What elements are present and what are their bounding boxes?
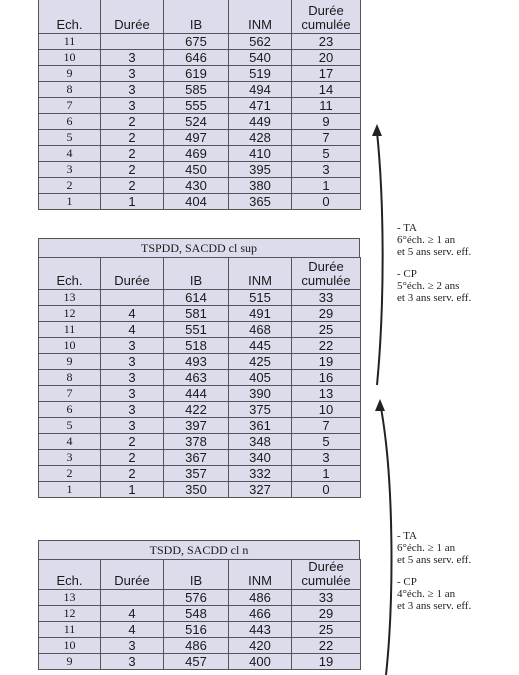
cell-duree-cumulee: 22 — [292, 338, 361, 354]
cell-inm: 425 — [229, 354, 292, 370]
cell-inm: 468 — [229, 322, 292, 338]
cell-duree-cumulee: 13 — [292, 386, 361, 402]
cell-ech: 9 — [39, 354, 101, 370]
cell-duree-cumulee: 5 — [292, 146, 361, 162]
col-header-ech: Ech. — [39, 258, 101, 290]
cell-duree: 3 — [101, 370, 164, 386]
cell-inm: 486 — [229, 590, 292, 606]
col-header-duree-cumulee: Durée cumulée — [292, 560, 361, 590]
cell-ech: 11 — [39, 322, 101, 338]
cell-inm: 348 — [229, 434, 292, 450]
upper-arrow-line — [377, 132, 383, 385]
cell-inm: 562 — [229, 34, 292, 50]
col-header-ech: Ech. — [39, 560, 101, 590]
cell-ech: 10 — [39, 338, 101, 354]
cell-duree: 3 — [101, 66, 164, 82]
cell-duree: 2 — [101, 130, 164, 146]
cell-ib: 404 — [164, 194, 229, 210]
cell-inm: 365 — [229, 194, 292, 210]
cell-duree: 2 — [101, 114, 164, 130]
cell-ech: 3 — [39, 162, 101, 178]
cell-inm: 449 — [229, 114, 292, 130]
promotion-conditions-upper — [397, 222, 471, 304]
note-ta-line2: et 5 ans serv. eff. — [397, 554, 472, 566]
cell-duree: 2 — [101, 162, 164, 178]
cell-ech: 4 — [39, 434, 101, 450]
cell-ib: 614 — [164, 290, 229, 306]
cell-ib: 524 — [164, 114, 229, 130]
cell-duree-cumulee: 23 — [292, 34, 361, 50]
cell-ib: 646 — [164, 50, 229, 66]
cell-inm: 471 — [229, 98, 292, 114]
col-header-ib: IB — [164, 0, 229, 34]
cell-ech: 12 — [39, 306, 101, 322]
cell-ech: 7 — [39, 386, 101, 402]
note-cp-line2: et 3 ans serv. eff. — [397, 292, 472, 304]
note-cp-label: - CP — [397, 268, 417, 280]
cell-duree: 1 — [101, 194, 164, 210]
cell-inm: 494 — [229, 82, 292, 98]
cell-ech: 9 — [39, 654, 101, 670]
cell-duree-cumulee: 0 — [292, 194, 361, 210]
cell-duree: 2 — [101, 434, 164, 450]
cell-ib: 378 — [164, 434, 229, 450]
cell-ib: 430 — [164, 178, 229, 194]
cell-ech: 2 — [39, 466, 101, 482]
cell-ib: 493 — [164, 354, 229, 370]
cell-duree: 2 — [101, 450, 164, 466]
cell-inm: 466 — [229, 606, 292, 622]
note-ta-label: - TA — [397, 530, 417, 542]
cell-duree: 3 — [101, 638, 164, 654]
cell-duree: 3 — [101, 50, 164, 66]
cell-ib: 516 — [164, 622, 229, 638]
cell-ech: 8 — [39, 370, 101, 386]
cell-duree: 3 — [101, 654, 164, 670]
cell-ib: 576 — [164, 590, 229, 606]
cell-inm: 332 — [229, 466, 292, 482]
cell-duree-cumulee: 33 — [292, 590, 361, 606]
cell-duree: 1 — [101, 482, 164, 498]
upper-arrow-head — [372, 124, 382, 136]
cell-inm: 400 — [229, 654, 292, 670]
cell-duree: 4 — [101, 622, 164, 638]
cell-inm: 445 — [229, 338, 292, 354]
cell-duree-cumulee: 10 — [292, 402, 361, 418]
cell-duree-cumulee: 19 — [292, 354, 361, 370]
cell-duree-cumulee: 9 — [292, 114, 361, 130]
cell-inm: 420 — [229, 638, 292, 654]
cell-duree-cumulee: 20 — [292, 50, 361, 66]
cell-duree: 3 — [101, 402, 164, 418]
cell-ech: 10 — [39, 638, 101, 654]
cell-duree: 3 — [101, 82, 164, 98]
cell-duree-cumulee: 16 — [292, 370, 361, 386]
cell-inm: 380 — [229, 178, 292, 194]
cell-duree-cumulee: 1 — [292, 178, 361, 194]
cell-duree: 3 — [101, 418, 164, 434]
note-ta-line1: 6°éch. ≥ 1 an — [397, 234, 456, 246]
cell-inm: 519 — [229, 66, 292, 82]
cell-ib: 581 — [164, 306, 229, 322]
cell-ib: 585 — [164, 82, 229, 98]
col-header-ib: IB — [164, 560, 229, 590]
cell-ib: 450 — [164, 162, 229, 178]
cell-ib: 397 — [164, 418, 229, 434]
cell-ib: 518 — [164, 338, 229, 354]
cell-duree-cumulee: 3 — [292, 162, 361, 178]
cell-ech: 8 — [39, 82, 101, 98]
cell-duree-cumulee: 25 — [292, 322, 361, 338]
lower-arrow-head — [375, 399, 385, 411]
table-title: TSPDD, SACDD cl sup — [38, 238, 360, 257]
cell-duree: 3 — [101, 98, 164, 114]
cell-inm: 375 — [229, 402, 292, 418]
cell-inm: 491 — [229, 306, 292, 322]
cell-ech: 1 — [39, 194, 101, 210]
cell-ib: 619 — [164, 66, 229, 82]
cell-inm: 405 — [229, 370, 292, 386]
col-header-duree: Durée — [101, 0, 164, 34]
cell-duree-cumulee: 29 — [292, 606, 361, 622]
table-title: TSDD, SACDD cl n — [38, 540, 360, 559]
cell-inm: 410 — [229, 146, 292, 162]
cell-duree-cumulee: 22 — [292, 638, 361, 654]
cell-ib: 675 — [164, 34, 229, 50]
cell-duree-cumulee: 19 — [292, 654, 361, 670]
cell-duree-cumulee: 1 — [292, 466, 361, 482]
cell-ech: 3 — [39, 450, 101, 466]
cell-ib: 551 — [164, 322, 229, 338]
col-header-duree-cumulee: Durée cumulée — [292, 258, 361, 290]
note-ta-label: - TA — [397, 222, 417, 234]
cell-ech: 5 — [39, 130, 101, 146]
cell-ib: 444 — [164, 386, 229, 402]
cell-ib: 357 — [164, 466, 229, 482]
cell-ech: 13 — [39, 590, 101, 606]
cell-ib: 555 — [164, 98, 229, 114]
cell-ech: 7 — [39, 98, 101, 114]
cell-duree: 2 — [101, 178, 164, 194]
cell-ech: 5 — [39, 418, 101, 434]
cell-duree-cumulee: 11 — [292, 98, 361, 114]
cell-ech: 2 — [39, 178, 101, 194]
cell-ib: 497 — [164, 130, 229, 146]
cell-duree: 4 — [101, 606, 164, 622]
cell-inm: 395 — [229, 162, 292, 178]
cell-duree-cumulee: 29 — [292, 306, 361, 322]
cell-inm: 515 — [229, 290, 292, 306]
note-ta-line1: 6°éch. ≥ 1 an — [397, 542, 456, 554]
cell-ech: 11 — [39, 34, 101, 50]
cell-ib: 548 — [164, 606, 229, 622]
cell-ib: 422 — [164, 402, 229, 418]
col-header-duree: Durée — [101, 258, 164, 290]
cell-duree: 3 — [101, 338, 164, 354]
cell-duree: 2 — [101, 466, 164, 482]
col-header-inm: INM — [229, 560, 292, 590]
col-header-ib: IB — [164, 258, 229, 290]
cell-inm: 361 — [229, 418, 292, 434]
cell-ech: 6 — [39, 114, 101, 130]
cell-duree-cumulee: 25 — [292, 622, 361, 638]
cell-inm: 327 — [229, 482, 292, 498]
cell-duree: 4 — [101, 322, 164, 338]
col-header-inm: INM — [229, 258, 292, 290]
cell-duree: 3 — [101, 354, 164, 370]
cell-ech: 4 — [39, 146, 101, 162]
cell-ech: 9 — [39, 66, 101, 82]
note-cp-line1: 4°éch. ≥ 1 an — [397, 588, 456, 600]
note-cp-line2: et 3 ans serv. eff. — [397, 600, 472, 612]
cell-ech: 6 — [39, 402, 101, 418]
cell-inm: 443 — [229, 622, 292, 638]
cell-ib: 367 — [164, 450, 229, 466]
cell-duree-cumulee: 17 — [292, 66, 361, 82]
cell-inm: 428 — [229, 130, 292, 146]
lower-arrow-line — [381, 408, 391, 675]
cell-ib: 457 — [164, 654, 229, 670]
note-cp-line1: 5°éch. ≥ 2 ans — [397, 280, 460, 292]
cell-duree-cumulee: 7 — [292, 418, 361, 434]
cell-duree-cumulee: 3 — [292, 450, 361, 466]
cell-duree-cumulee: 7 — [292, 130, 361, 146]
note-ta-line2: et 5 ans serv. eff. — [397, 246, 472, 258]
cell-duree-cumulee: 5 — [292, 434, 361, 450]
cell-ech: 11 — [39, 622, 101, 638]
cell-ib: 469 — [164, 146, 229, 162]
cell-duree: 4 — [101, 306, 164, 322]
cell-ech: 10 — [39, 50, 101, 66]
cell-ib: 350 — [164, 482, 229, 498]
cell-duree: 2 — [101, 146, 164, 162]
note-cp-label: - CP — [397, 576, 417, 588]
col-header-inm: INM — [229, 0, 292, 34]
cell-ib: 463 — [164, 370, 229, 386]
cell-ib: 486 — [164, 638, 229, 654]
cell-ech: 13 — [39, 290, 101, 306]
cell-ech: 1 — [39, 482, 101, 498]
cell-inm: 390 — [229, 386, 292, 402]
col-header-ech: Ech. — [39, 0, 101, 34]
cell-duree-cumulee: 14 — [292, 82, 361, 98]
cell-ech: 12 — [39, 606, 101, 622]
cell-duree-cumulee: 33 — [292, 290, 361, 306]
col-header-duree-cumulee: Durée cumulée — [292, 0, 361, 34]
col-header-duree: Durée — [101, 560, 164, 590]
cell-inm: 540 — [229, 50, 292, 66]
promotion-conditions-lower — [397, 530, 471, 612]
cell-duree-cumulee: 0 — [292, 482, 361, 498]
cell-duree: 3 — [101, 386, 164, 402]
cell-inm: 340 — [229, 450, 292, 466]
